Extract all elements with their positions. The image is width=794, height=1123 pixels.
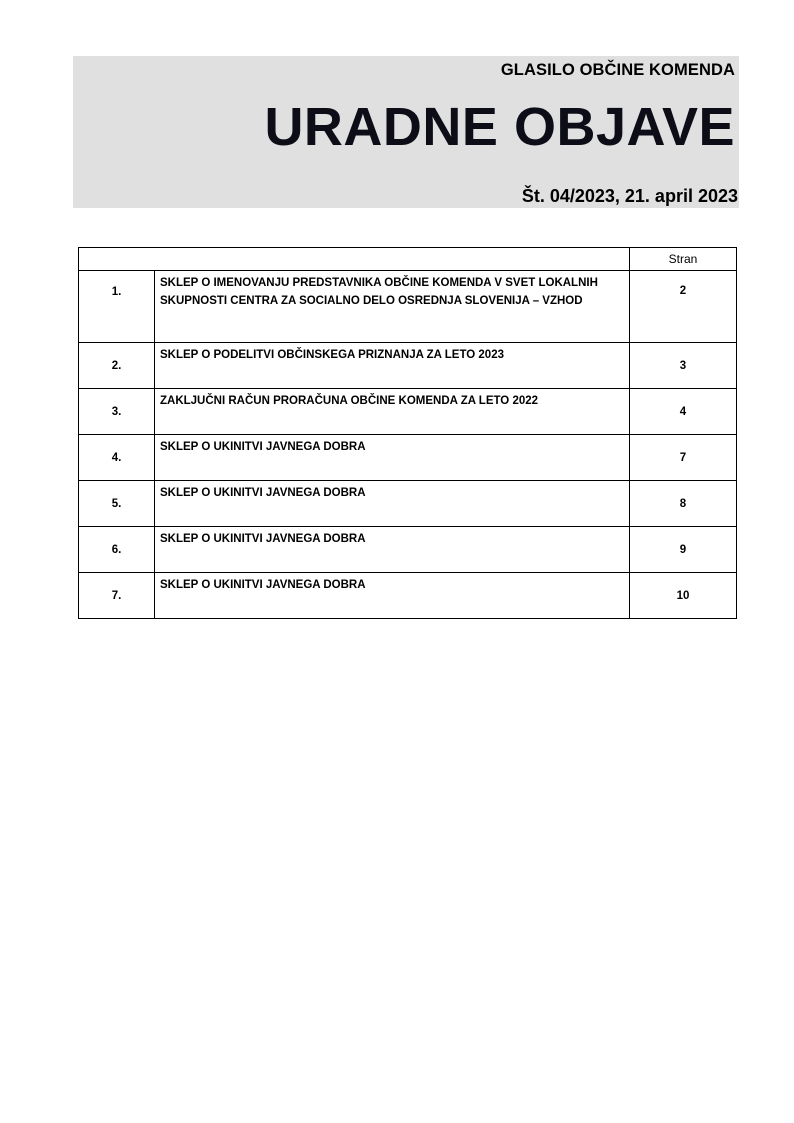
toc-header-row (79, 248, 737, 271)
toc-item-title[interactable]: SKLEP O PODELITVI OBČINSKEGA PRIZNANJA ZA LETO 2023 (155, 343, 630, 389)
toc-item-number: 3. (79, 389, 155, 435)
toc-item-page: 3 (630, 343, 737, 389)
toc-row (79, 573, 737, 619)
toc-row (79, 271, 737, 343)
toc-item-page: 7 (630, 435, 737, 481)
publisher-name: GLASILO OBČINE KOMENDA (500, 61, 735, 79)
toc-item-number: 4. (79, 435, 155, 481)
toc-item-page: 10 (630, 573, 737, 619)
table-of-contents (78, 247, 737, 619)
toc-item-title[interactable]: SKLEP O UKINITVI JAVNEGA DOBRA (155, 573, 630, 619)
toc-item-page: 4 (630, 389, 737, 435)
toc-row (79, 527, 737, 573)
toc-item-number: 5. (79, 481, 155, 527)
toc-item-number: 6. (79, 527, 155, 573)
toc-item-title[interactable]: SKLEP O UKINITVI JAVNEGA DOBRA (155, 481, 630, 527)
toc-row (79, 389, 737, 435)
toc-item-page: 2 (630, 271, 737, 343)
toc-item-page: 8 (630, 481, 737, 527)
toc-item-number: 2. (79, 343, 155, 389)
toc-item-number: 7. (79, 573, 155, 619)
toc-item-title[interactable]: SKLEP O IMENOVANJU PREDSTAVNIKA OBČINE KOMENDA V SVET LOKALNIH SKUPNOSTI CENTRA ZA SOCIALNO DELO OSREDNJA SLOVENIJA – VZHOD (155, 271, 630, 343)
toc-row (79, 343, 737, 389)
toc-header-blank (79, 248, 630, 271)
toc-item-page: 9 (630, 527, 737, 573)
toc-item-title[interactable]: SKLEP O UKINITVI JAVNEGA DOBRA (155, 435, 630, 481)
toc-item-title[interactable]: SKLEP O UKINITVI JAVNEGA DOBRA (155, 527, 630, 573)
issue-info: Št. 04/2023, 21. april 2023 (521, 186, 738, 206)
masthead (73, 56, 739, 208)
toc-item-title[interactable]: ZAKLJUČNI RAČUN PRORAČUNA OBČINE KOMENDA ZA LETO 2022 (155, 389, 630, 435)
page-column-header: Stran (630, 248, 737, 271)
toc-row (79, 435, 737, 481)
toc-item-number: 1. (79, 271, 155, 343)
page-title: URADNE OBJAVE (264, 97, 735, 157)
toc-row (79, 481, 737, 527)
